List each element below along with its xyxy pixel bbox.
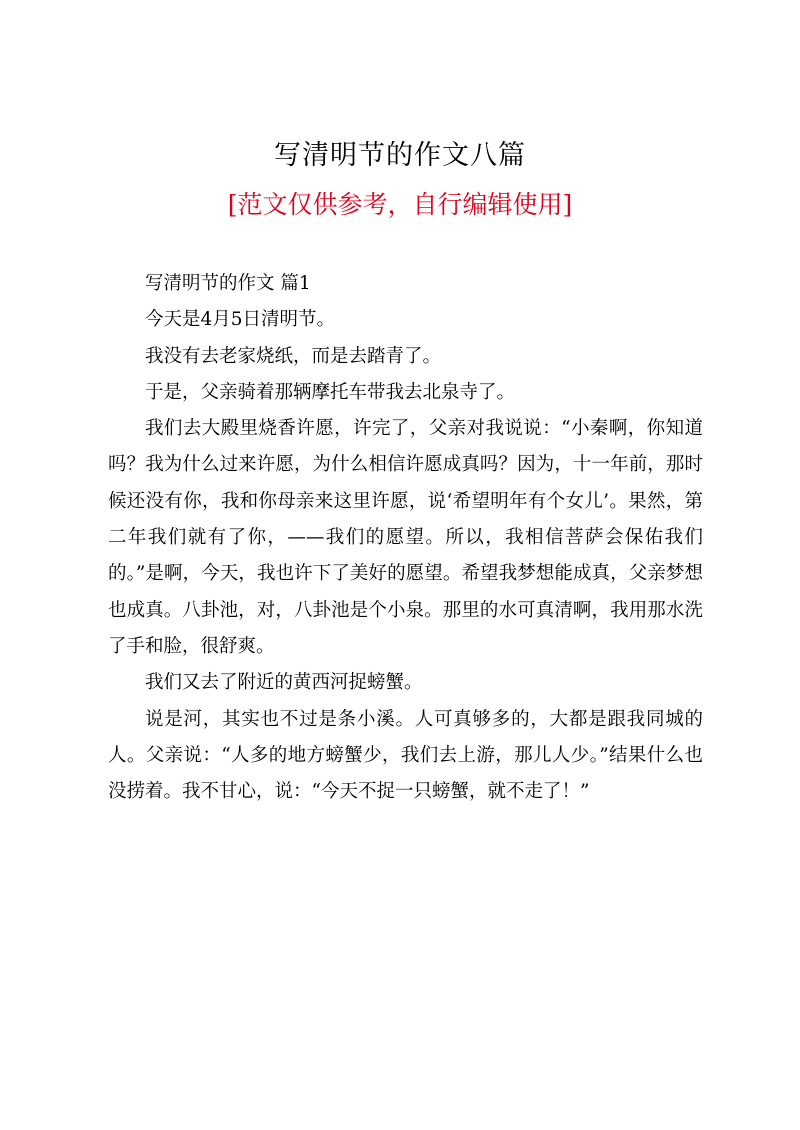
paragraph: 于是，父亲骑着那辆摩托车带我去北泉寺了。 [145, 381, 516, 403]
document-body [108, 266, 703, 810]
paragraph: 说是河，其实也不过是条小溪。人可真够多的，大都是跟我同城的人。父亲说：“人多的地方螃蟹少，我们去上游，那儿人少。”结果什么也没捞着。我不甘心，说：“今天不捉一只螃蟹，就不走了！” [108, 708, 703, 803]
paragraph: 我们去大殿里烧香许愿，许完了，父亲对我说说：“小秦啊，你知道吗？我为什么过来许愿，为什么相信许愿成真吗？因为，十一年前，那时候还没有你，我和你母亲来这里许愿，说‘希望明年有个女儿’。果然，第二年我们就有了你，——我们的愿望。所以，我相信菩萨会保佑我们的。”是啊，今天，我也许下了美好的愿望。希望我梦想能成真，父亲梦想也成真。八卦池，对，八卦池是个小泉。那里的水可真清啊，我用那水洗了手和脸，很舒爽。 [108, 418, 703, 657]
paragraph: 我们又去了附近的黄西河捉螃蟹。 [145, 672, 423, 694]
document-subtitle: [范文仅供参考，自行编辑使用] [227, 190, 573, 219]
paragraph-heading: 写清明节的作文 篇1 [145, 273, 311, 294]
document-title: 写清明节的作文八篇 [274, 140, 526, 171]
paragraph: 今天是4月5日清明节。 [145, 309, 336, 331]
paragraph: 我没有去老家烧纸，而是去踏青了。 [145, 345, 442, 367]
